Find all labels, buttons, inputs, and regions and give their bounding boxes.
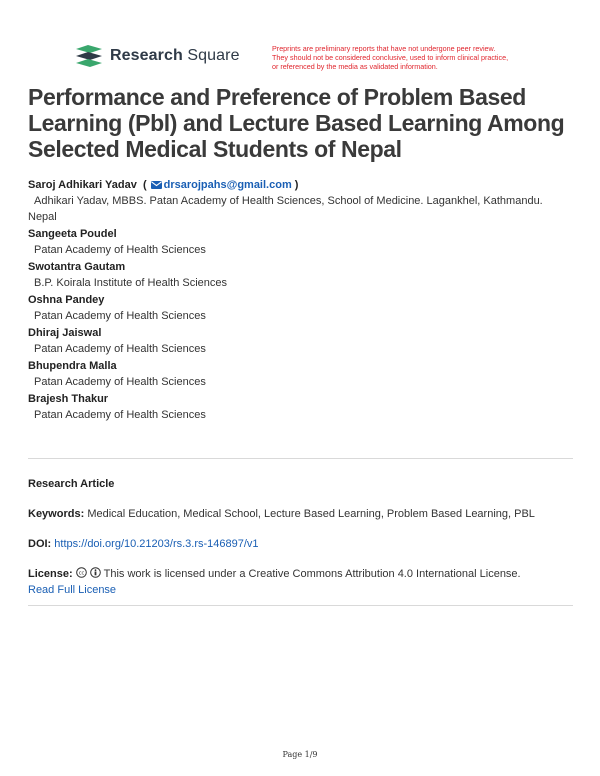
affiliation-line: Nepal xyxy=(28,211,57,223)
author-name: Dhiraj Jaiswal xyxy=(28,327,102,339)
author-name: Swotantra Gautam xyxy=(28,261,126,273)
envelope-icon xyxy=(151,181,162,189)
author-email-link[interactable]: drsarojpahs@gmail.com xyxy=(163,179,292,191)
doi-link[interactable]: https://doi.org/10.21203/rs.3.rs-146897/v1 xyxy=(54,538,259,550)
author-name: Bhupendra Malla xyxy=(28,360,117,372)
attribution-icon xyxy=(90,567,101,578)
svg-text:cc: cc xyxy=(78,570,84,577)
creative-commons-icon xyxy=(76,567,87,578)
page-footer: Page 1/9 xyxy=(282,750,318,759)
author-affiliation: Patan Academy of Health Sciences xyxy=(34,244,206,256)
author-affiliation: Patan Academy of Health Sciences xyxy=(34,409,206,421)
notice-line: or referenced by the media as validated information. xyxy=(272,62,438,71)
license-text: This work is licensed under a Creative Commons Attribution 4.0 International License. xyxy=(103,568,521,580)
research-square-logo-icon xyxy=(74,44,104,68)
notice-line: Preprints are preliminary reports that have not undergone peer review. xyxy=(272,44,496,53)
divider xyxy=(28,458,573,459)
notice-line: They should not be considered conclusive, used to inform clinical practice, xyxy=(272,53,509,62)
author-name-text: Saroj Adhikari Yadav xyxy=(28,179,137,191)
read-full-license-link[interactable]: Read Full License xyxy=(28,584,117,596)
paper-title: Performance and Preference of Problem Based Learning (Pbl) and Lecture Based Learning Among Selected Medical Students of Nepal xyxy=(28,84,565,162)
affiliation-line: Adhikari Yadav, MBBS. Patan Academy of Health Sciences, School of Medicine. Lagankhel, Kathmandu. xyxy=(34,195,543,207)
article-type-text: Research Article xyxy=(28,478,115,490)
author-name: Saroj Adhikari Yadav ( drsarojpahs@gmail.com ) xyxy=(28,179,299,191)
keywords-text: Medical Education, Medical School, Lecture Based Learning, Problem Based Learning, PBL xyxy=(87,508,535,520)
doi xyxy=(28,536,578,552)
author-name: Oshna Pandey xyxy=(28,294,105,306)
article-type xyxy=(28,476,578,492)
author-affiliation xyxy=(28,193,578,225)
author-affiliation: Patan Academy of Health Sciences xyxy=(34,343,206,355)
keywords xyxy=(28,506,578,522)
author-affiliation: Patan Academy of Health Sciences xyxy=(34,376,206,388)
author-affiliation: B.P. Koirala Institute of Health Sciences xyxy=(34,277,228,289)
author-name: Sangeeta Poudel xyxy=(28,228,117,240)
doi-label: DOI: xyxy=(28,538,52,550)
license-label: License: xyxy=(28,568,73,580)
author-name: Brajesh Thakur xyxy=(28,393,109,405)
logo-word-research: Research xyxy=(110,47,183,64)
license xyxy=(28,566,578,598)
research-square-logo[interactable] xyxy=(74,44,240,68)
author-affiliation: Patan Academy of Health Sciences xyxy=(34,310,206,322)
author-list xyxy=(28,178,578,425)
logo-word-square: Square xyxy=(187,47,240,64)
divider xyxy=(28,605,573,606)
preprint-notice xyxy=(272,44,562,71)
logo-text xyxy=(110,47,240,65)
keywords-label: Keywords: xyxy=(28,508,85,520)
